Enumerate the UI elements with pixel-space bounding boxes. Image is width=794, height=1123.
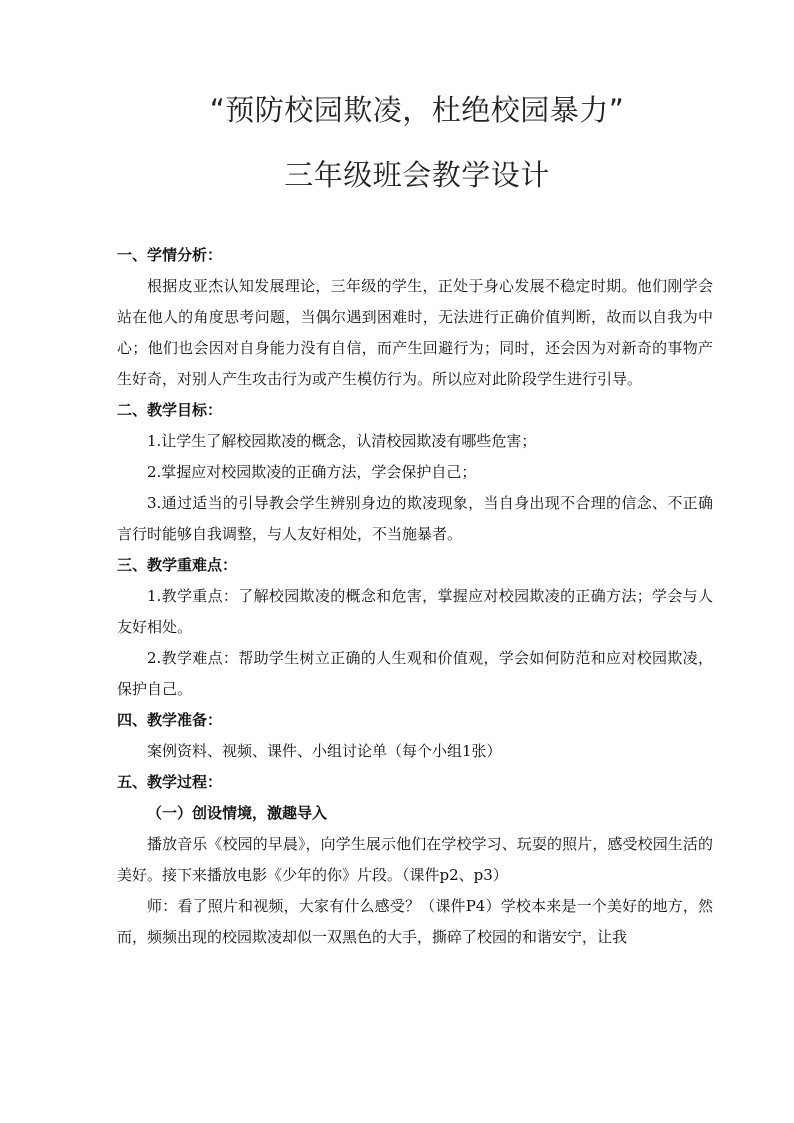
document-title: “预防校园欺凌，杜绝校园暴力” <box>209 93 625 127</box>
section-heading-key-points: 三、教学重难点： <box>117 556 238 574</box>
section-heading-objectives: 二、教学目标： <box>117 401 223 419</box>
document-subtitle: 三年级班会教学设计 <box>284 158 550 192</box>
paragraph: 2.掌握应对校园欺凌的正确方法，学会保护自己； <box>147 463 477 481</box>
paragraph: 师：看了照片和视频，大家有什么感受？（课件P4）学校本来是一个美好的地方，然而，频频出现的校园欺凌却似一双黑色的大手，撕碎了校园的和谐安宁，让我 <box>117 897 713 946</box>
paragraph: 根据皮亚杰认知发展理论，三年级的学生，正处于身心发展不稳定时期。他们刚学会站在他人的角度思考问题，当偶尔遇到困难时，无法进行正确价值判断，故而以自我为中心；他们也会因对自身能力没有自信，而产生回避行为；同时，还会因为对新奇的事物产生好奇，对别人产生攻击行为或产生模仿行为。所以应对此阶段学生进行引导。 <box>117 277 713 388</box>
paragraph: 1.教学重点：了解校园欺凌的概念和危害，掌握应对校园欺凌的正确方法；学会与人友好相处。 <box>117 587 713 636</box>
paragraph: 2.教学难点：帮助学生树立正确的人生观和价值观，学会如何防范和应对校园欺凌，保护自己。 <box>117 649 713 698</box>
section-heading-analysis: 一、学情分析： <box>117 246 223 264</box>
paragraph: 案例资料、视频、课件、小组讨论单（每个小组1张） <box>147 742 502 760</box>
subsection-heading: （一）创设情境，激趣导入 <box>147 804 328 822</box>
paragraph: 1.让学生了解校园欺凌的概念，认清校园欺凌有哪些危害； <box>147 432 537 450</box>
section-heading-process: 五、教学过程： <box>117 773 223 791</box>
paragraph: 3.通过适当的引导教会学生辨别身边的欺凌现象，当自身出现不合理的信念、不正确言行时能够自我调整，与人友好相处，不当施暴者。 <box>117 494 713 543</box>
paragraph: 播放音乐《校园的早晨》，向学生展示他们在学校学习、玩耍的照片，感受校园生活的美好。接下来播放电影《少年的你》片段。（课件p2、p3） <box>117 835 713 884</box>
document-body <box>117 240 713 953</box>
section-heading-preparation: 四、教学准备： <box>117 711 223 729</box>
